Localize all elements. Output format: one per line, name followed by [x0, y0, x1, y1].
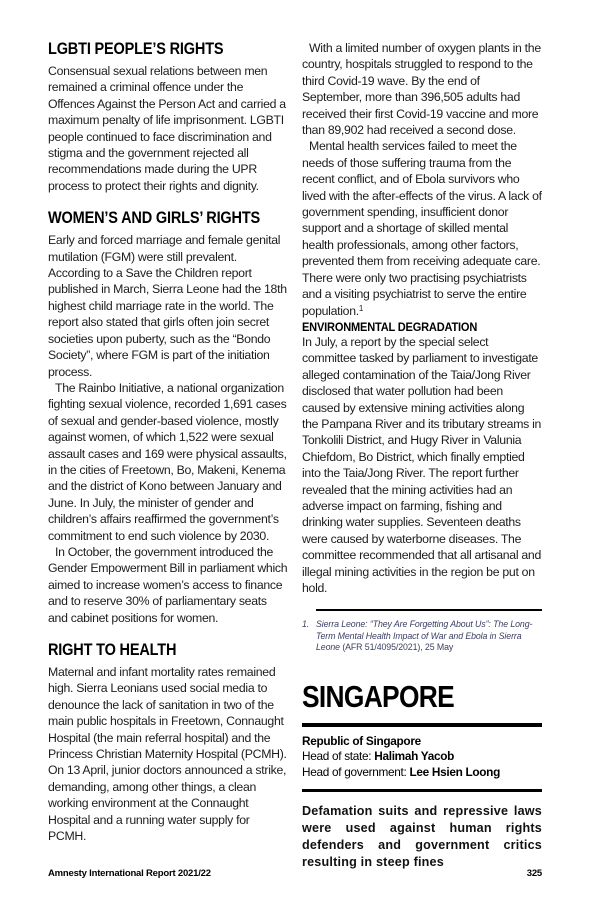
country-info-rule [302, 789, 542, 792]
singapore-standfirst: Defamation suits and repressive laws were used against human rights defenders and government critics resulting in steep fines [302, 804, 542, 870]
paragraph-right-to-health-2: With a limited number of oxygen plants in the country, hospitals struggled to respond to the third Covid-19 wave. By the end of September, more than 396,505 adults had received their first Covid-19 vaccine and more than 89,902 had received a second dose. [302, 41, 541, 138]
footnote-title: Sierra Leone: “They Are Forgetting About Us”: The Long-Term Mental Health Impact of War and Ebola in Sierra Leone [316, 619, 533, 653]
head-of-government-label: Head of government: [302, 764, 410, 779]
head-of-state-row [302, 749, 542, 765]
footer-report-title: Amnesty International Report 2021/22 [48, 868, 211, 879]
footer-page-number: 325 [526, 868, 542, 879]
country-name-row [302, 734, 542, 750]
paragraph-right-to-health-3 [302, 138, 542, 318]
country-heading-singapore: SINGAPORE [302, 678, 455, 714]
paragraph-right-to-health-3-text: Mental health services failed to meet the needs of those suffering trauma from the recent conflict, and of Ebola survivors who lived with the after-effects of the virus. A lack of government spending, insufficient donor support and a shortage of skilled mental health professionals, among other factors, prevented them from receiving adequate care. There were only two practising psychiatrists and a visiting psychiatrist to serve the entire population. [302, 139, 542, 318]
head-of-state-label: Head of state: [302, 749, 375, 764]
head-of-government-value: Lee Hsien Loong [409, 764, 500, 779]
country-heading-rule [302, 723, 542, 727]
paragraph-lgbti: Consensual sexual relations between men remained a criminal offence under the Offences Against the Person Act and carried a maximum penalty of life imprisonment. LGBTI people continued to face discrimination and stigma and the government rejected all recommendations made during the UPR process to protect their rights and dignity. [48, 64, 286, 193]
section-heading-right-to-health: RIGHT TO HEALTH [48, 641, 177, 659]
footnote-ref-1: 1 [358, 303, 364, 313]
subsection-heading-environmental-degradation: ENVIRONMENTAL DEGRADATION [302, 319, 478, 334]
section-heading-lgbti-rights: LGBTI PEOPLE’S RIGHTS [48, 40, 224, 58]
paragraph-right-to-health-1: Maternal and infant mortality rates remained high. Sierra Leonians used social media to denounce the lack of sanitation in two of the main public hospitals in Freetown, Connaught Hospital (the main referral hospital) and the Princess Christian Maternity Hospital (PCMH). On 13 April, junior doctors announced a strike, demanding, among other things, a clean working environment at the Connaught Hospital and a running water supply for PCMH. [48, 665, 287, 844]
country-info-block [302, 734, 542, 781]
left-column [48, 40, 288, 871]
country-name: Republic of Singapore [302, 733, 421, 748]
footnote-separator-rule [316, 609, 542, 611]
footnote-1 [302, 619, 542, 654]
head-of-government-row [302, 765, 542, 781]
section-heading-womens-girls-rights: WOMEN’S AND GIRLS’ RIGHTS [48, 209, 261, 228]
paragraph-environmental-degradation: In July, a report by the special select committee tasked by parliament to investigate alleged contamination of the Taia/Jong River disclosed that water pollution had been caused by extensive mining activities along the Pampana River and its tributary streams in Tonkolili District, and Hugy River in Valunia Chiefdom, Bo District, which finally emptied into the Taia/Jong River. The report further revealed that the mining activities had an adverse impact on farming, fishing and drinking water supplies. Seventeen deaths were caused by waterborne diseases. The committee recommended that all artisanal and illegal mining activities in the region be put on hold. [302, 334, 542, 595]
page-footer [48, 868, 542, 879]
footnote-reference: (AFR 51/4095/2021), 25 May [339, 642, 454, 653]
right-column [302, 40, 542, 871]
paragraph-womens-girls-3: In October, the government introduced the Gender Empowerment Bill in parliament which aimed to increase women’s access to finance and to reserve 30% of parliamentary seats and cabinet positions for women. [48, 544, 288, 625]
head-of-state-value: Halimah Yacob [374, 749, 455, 764]
paragraph-womens-girls-2: The Rainbo Initiative, a national organization fighting sexual violence, recorded 1,691 cases of sexual and gender-based violence, mostly against women, of which 1,522 were sexual assault cases and 169 were physical assaults, in the cities of Freetown, Bo, Makeni, Kenema and the district of Kono between January and June. In July, the minister of gender and children’s affairs reaffirmed the government’s commitment to end such violence by 2030. [48, 380, 287, 543]
paragraph-womens-girls-1: Early and forced marriage and female genital mutilation (FGM) were still prevalent. According to a Save the Children report published in March, Sierra Leone had the 18th highest child marriage rate in the world. The report also stated that girls often join secret societies upon puberty, such as the “Bondo Society”, where FGM is part of the initiation process. [48, 233, 287, 379]
footnote-marker: 1. [302, 619, 310, 630]
